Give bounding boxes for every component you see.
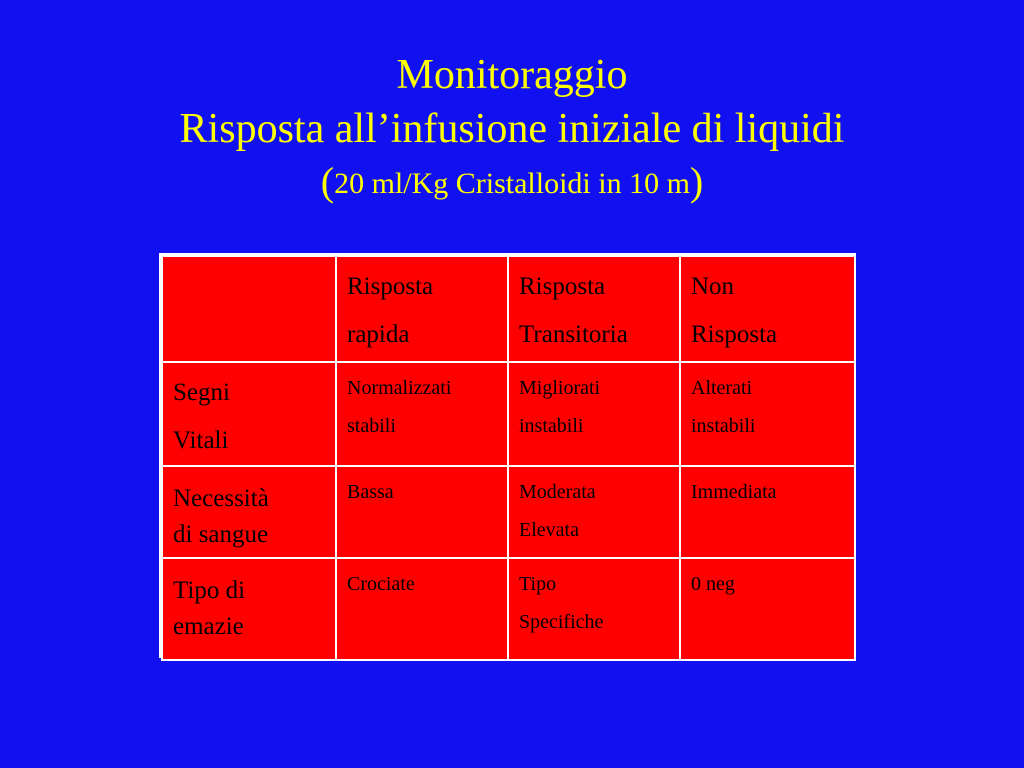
table-cell: Normalizzati stabili <box>336 362 508 466</box>
table-cell: Alterati instabili <box>680 362 855 466</box>
table-row <box>162 466 855 558</box>
table-cell: Migliorati instabili <box>508 362 680 466</box>
response-grid <box>161 255 856 661</box>
table-cell: Moderata Elevata <box>508 466 680 558</box>
slide-subtitle: Risposta all’infusione iniziale di liquidi <box>179 106 845 152</box>
table-row <box>162 362 855 466</box>
table-cell: Tipo Specifiche <box>508 558 680 660</box>
header-cell-risposta-transitoria: Risposta Transitoria <box>508 256 680 362</box>
note-open-paren: ( <box>320 159 335 204</box>
table-cell: 0 neg <box>680 558 855 660</box>
row-label-necessita-di-sangue: Necessità di sangue <box>162 466 336 558</box>
note-close-paren: ) <box>689 159 704 204</box>
table-header-row <box>162 256 855 362</box>
table-cell: Crociate <box>336 558 508 660</box>
row-label-tipo-di-emazie: Tipo di emazie <box>162 558 336 660</box>
table-cell: Bassa <box>336 466 508 558</box>
response-table <box>159 253 856 658</box>
note-text: 20 ml/Kg Cristalloidi in 10 m <box>334 167 690 200</box>
table-cell: Immediata <box>680 466 855 558</box>
slide-note <box>0 159 1024 204</box>
header-cell-non-risposta: Non Risposta <box>680 256 855 362</box>
slide-title: Monitoraggio <box>396 52 628 98</box>
header-cell-risposta-rapida: Risposta rapida <box>336 256 508 362</box>
title-block <box>0 48 1024 204</box>
table-row <box>162 558 855 660</box>
row-label-segni-vitali: Segni Vitali <box>162 362 336 466</box>
header-corner-cell <box>162 256 336 362</box>
